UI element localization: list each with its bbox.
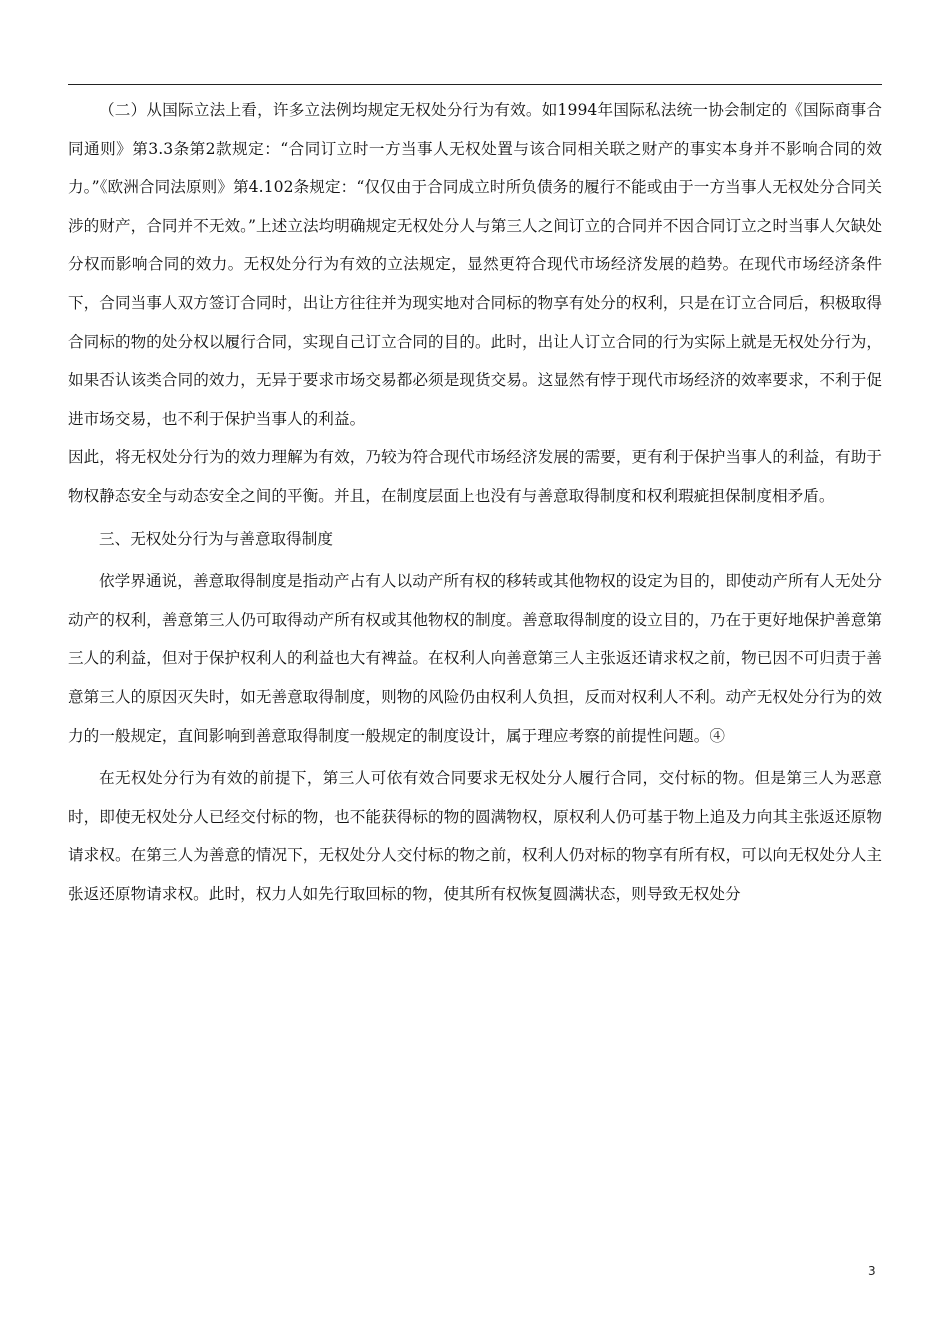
document-body — [68, 91, 882, 913]
page-number: 3 — [868, 1264, 876, 1278]
paragraph-international-legislation: （二）从国际立法上看，许多立法例均规定无权处分行为有效。如1994年国际私法统一协会制定的《国际商事合同通则》第3.3条第2款规定：“合同订立时一方当事人无权处置与该合同相关联之财产的事实本身并不影响合同的效力。”《欧洲合同法原则》第4.102条规定：“仅仅由于合同成立时所负债务的履行不能或由于一方当事人无权处分合同关涉的财产，合同并不无效。”上述立法均明确规定无权处分人与第三人之间订立的合同并不因合同订立之时当事人欠缺处分权而影响合同的效力。无权处分行为有效的立法规定，显然更符合现代市场经济发展的趋势。在现代市场经济条件下，合同当事人双方签订合同时，出让方往往并为现实地对合同标的物享有处分的权利，只是在订立合同后，积极取得合同标的物的处分权以履行合同，实现自己订立合同的目的。此时，出让人订立合同的行为实际上就是无权处分行为，如果否认该类合同的效力，无异于要求市场交易都必须是现货交易。这显然有悖于现代市场经济的效率要求，不利于促进市场交易，也不利于保护当事人的利益。 — [68, 101, 882, 428]
section-heading: 三、无权处分行为与善意取得制度 — [99, 529, 333, 548]
paragraph-third-party: 在无权处分行为有效的前提下，第三人可依有效合同要求无权处分人履行合同，交付标的物。但是第三人为恶意时，即使无权处分人已经交付标的物，也不能获得标的物的圆满物权，原权利人仍可基于物上追及力向其主张返还原物请求权。在第三人为善意的情况下，无权处分人交付标的物之前，权利人仍对标的物享有所有权，可以向无权处分人主张返还原物请求权。此时，权力人如先行取回标的物，使其所有权恢复圆满状态，则导致无权处分 — [68, 769, 882, 903]
header-rule — [68, 84, 882, 85]
paragraph-conclusion: 因此，将无权处分行为的效力理解为有效，乃较为符合现代市场经济发展的需要，更有利于保护当事人的利益，有助于物权静态安全与动态安全之间的平衡。并且，在制度层面上也没有与善意取得制度和权利瑕疵担保制度相矛盾。 — [68, 448, 882, 505]
paragraph-good-faith-acquisition: 依学界通说，善意取得制度是指动产占有人以动产所有权的移转或其他物权的设定为目的，即使动产所有人无处分动产的权利，善意第三人仍可取得动产所有权或其他物权的制度。善意取得制度的设立目的，乃在于更好地保护善意第三人的利益，但对于保护权利人的利益也大有裨益。在权利人向善意第三人主张返还请求权之前，物已因不可归责于善意第三人的原因灭失时，如无善意取得制度，则物的风险仍由权利人负担，反而对权利人不利。动产无权处分行为的效力的一般规定，直间影响到善意取得制度一般规定的制度设计，属于理应考察的前提性问题。④ — [68, 572, 882, 745]
